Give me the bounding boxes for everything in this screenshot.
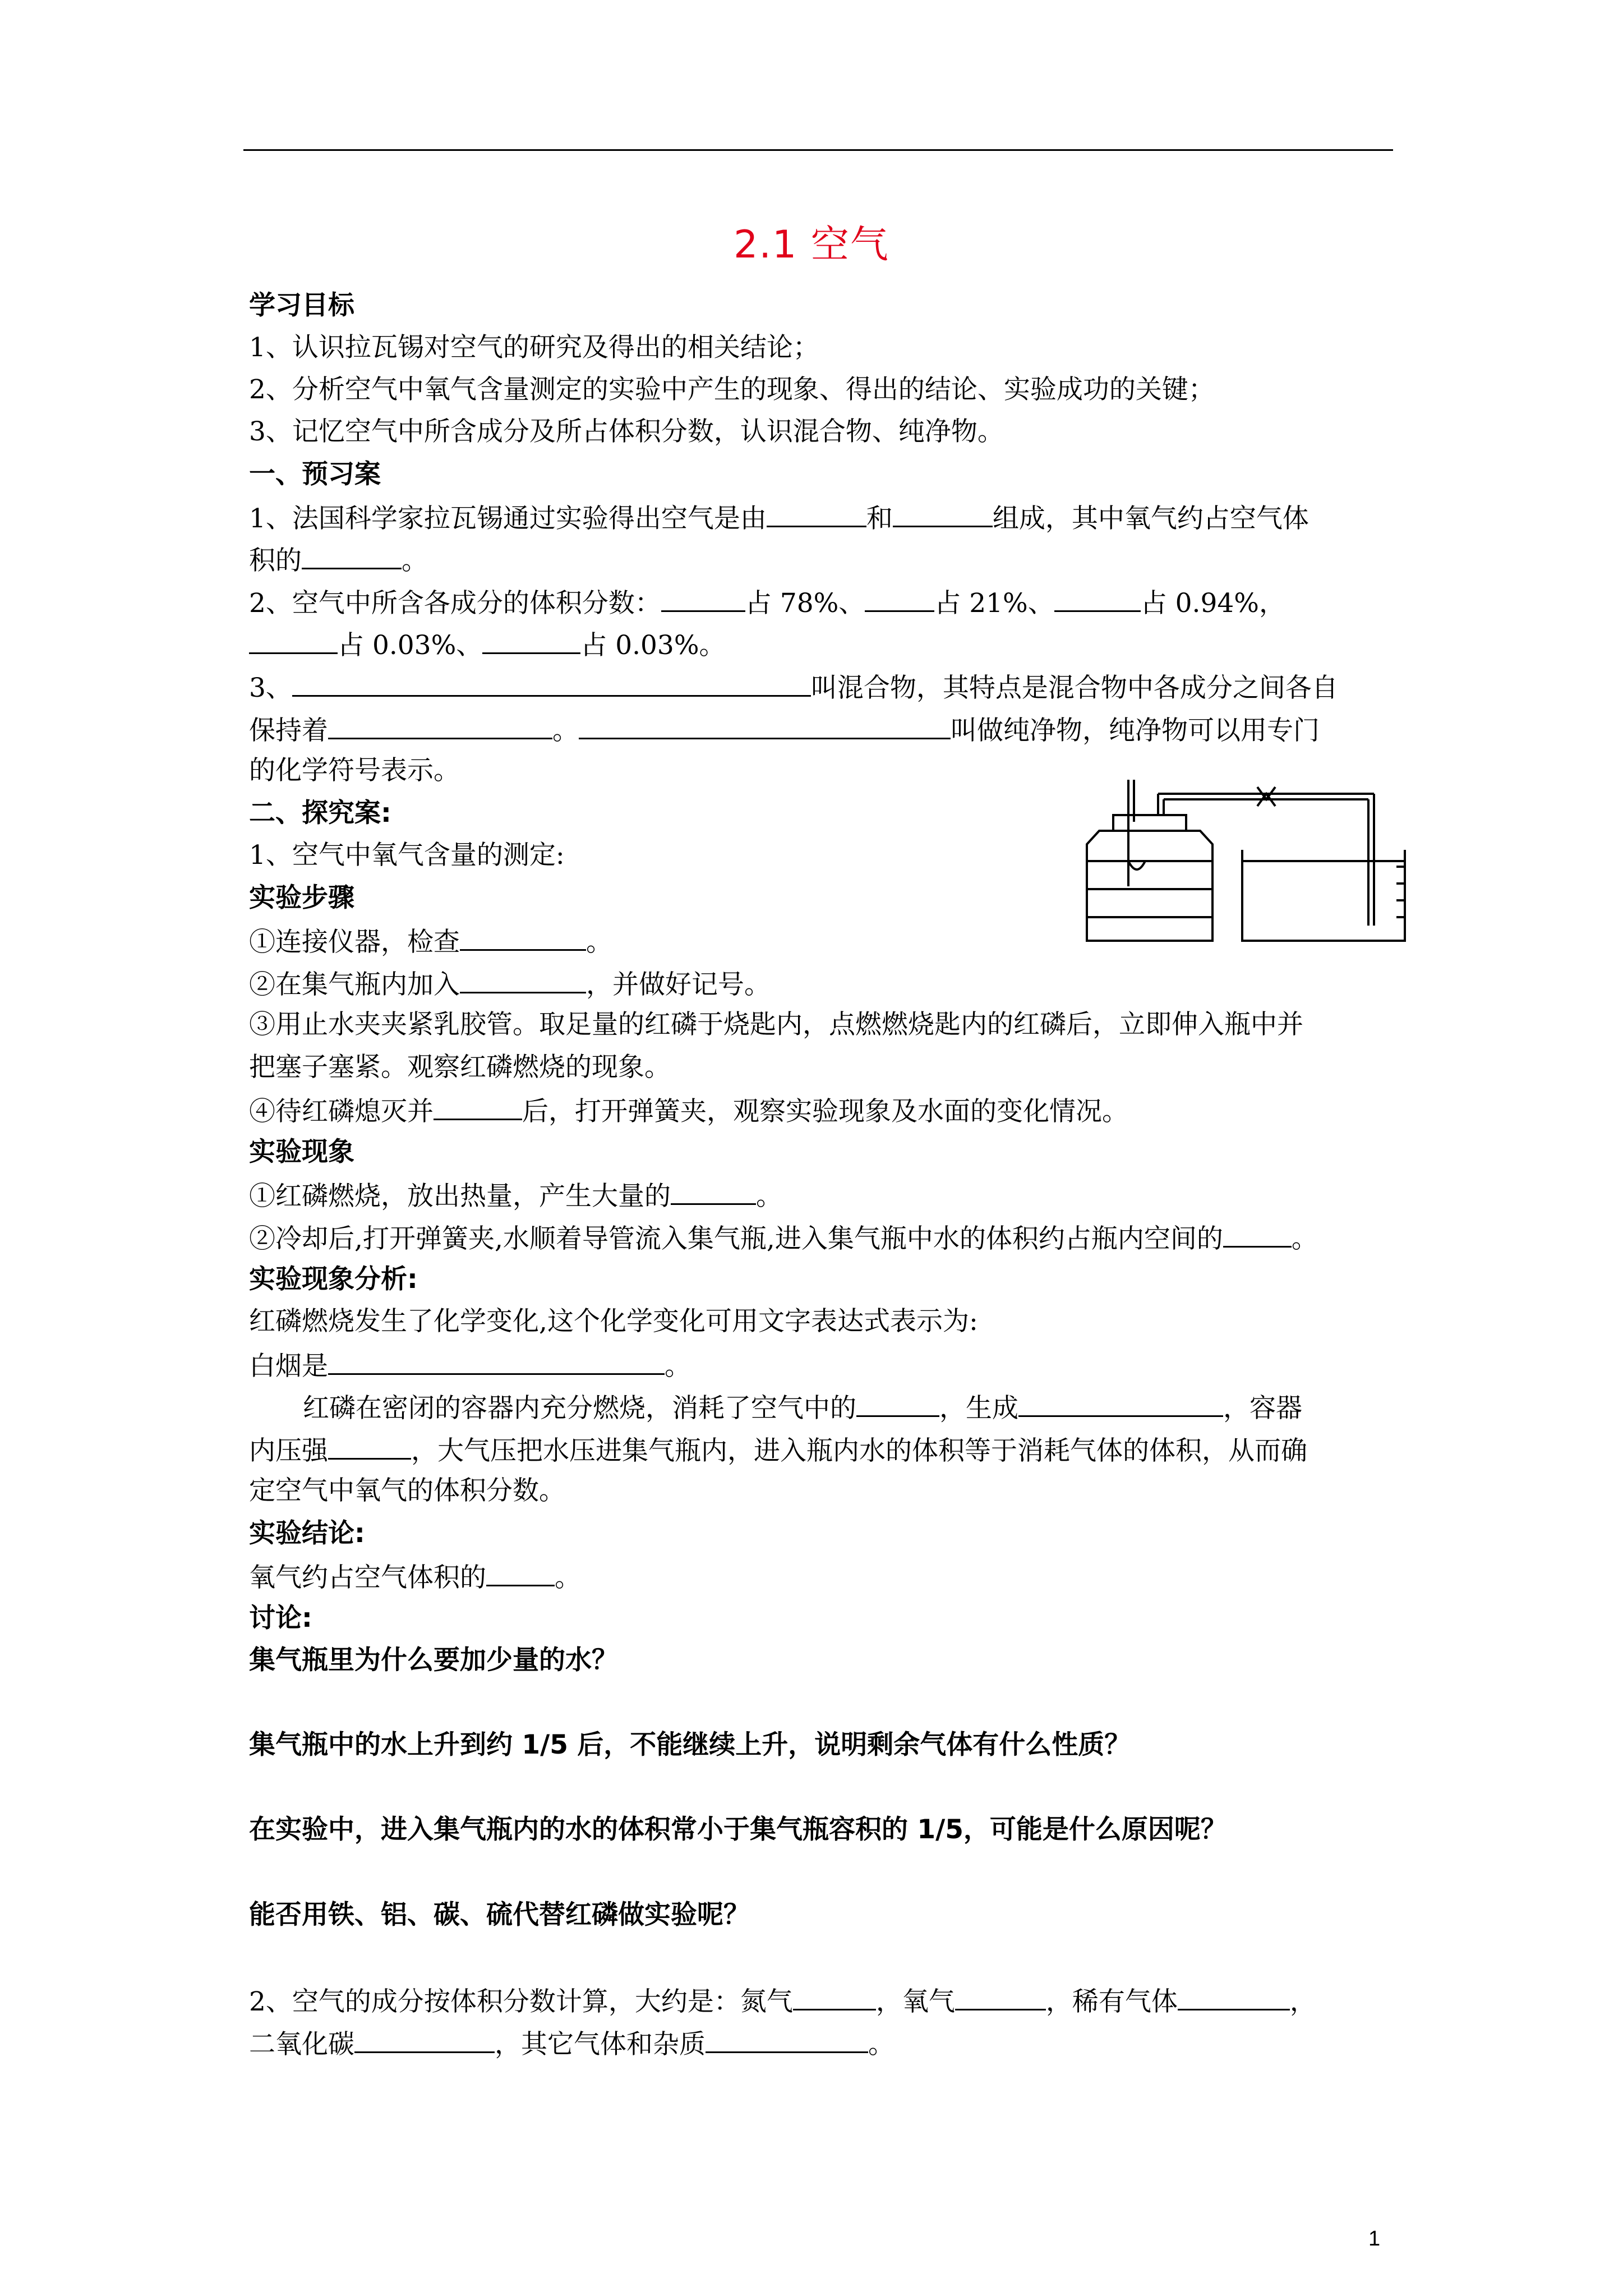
answer-blank[interactable] bbox=[856, 1389, 939, 1417]
objective-1: 1、认识拉瓦锡对空气的研究及得出的相关结论； bbox=[249, 332, 819, 363]
answer-blank[interactable] bbox=[1054, 585, 1141, 612]
analysis-paragraph-line2: 内压强 ，大气压把水压进集气瓶内，进入瓶内水的体积等于消耗气体的体积，从而确 bbox=[249, 1432, 1307, 1468]
answer-blank[interactable] bbox=[1178, 1983, 1290, 2010]
answer-blank[interactable] bbox=[706, 2026, 868, 2053]
answer-blank[interactable] bbox=[460, 923, 586, 951]
preview-q1-line2: 积的 。 bbox=[249, 542, 428, 578]
answer-blank[interactable] bbox=[482, 627, 580, 654]
answer-blank[interactable] bbox=[793, 1983, 876, 2010]
answer-blank[interactable] bbox=[354, 2026, 495, 2053]
answer-blank[interactable] bbox=[328, 712, 552, 739]
oxygen-measurement-apparatus-figure bbox=[1082, 777, 1464, 951]
answer-blank[interactable] bbox=[328, 1347, 665, 1375]
step-3-line1: ③用止水夹夹紧乳胶管。取足量的红磷于烧匙内，点燃燃烧匙内的红磷后，立即伸入瓶中并 bbox=[249, 1009, 1303, 1040]
answer-blank[interactable] bbox=[893, 500, 993, 527]
preview-q3-line1: 3、 叫混合物，其特点是混合物中各成分之间各自 bbox=[249, 669, 1338, 705]
objectives-heading: 学习目标 bbox=[249, 290, 354, 321]
answer-blank[interactable] bbox=[865, 585, 934, 612]
composition-question-line2: 二氧化碳 ，其它气体和杂质 。 bbox=[249, 2026, 895, 2062]
preview-q3-line3: 的化学符号表示。 bbox=[249, 755, 460, 786]
answer-blank[interactable] bbox=[671, 1177, 756, 1205]
header-rule bbox=[243, 149, 1393, 151]
discussion-question-1: 集气瓶里为什么要加少量的水？ bbox=[249, 1645, 618, 1676]
conclusion-line: 氧气约占空气体积的 。 bbox=[249, 1559, 581, 1595]
answer-blank[interactable] bbox=[302, 542, 402, 569]
answer-blank[interactable] bbox=[460, 966, 586, 993]
step-4: ④待红磷熄灭并 后，打开弹簧夹，观察实验现象及水面的变化情况。 bbox=[249, 1093, 1128, 1129]
inquiry-sub1: 1、空气中氧气含量的测定: bbox=[249, 840, 565, 871]
answer-blank[interactable] bbox=[1018, 1389, 1223, 1417]
analysis-line1: 红磷燃烧发生了化学变化,这个化学变化可用文字表达式表示为: bbox=[249, 1306, 978, 1337]
answer-blank[interactable] bbox=[486, 1559, 555, 1586]
discussion-heading: 讨论: bbox=[249, 1603, 312, 1634]
page-number: 1 bbox=[1368, 2227, 1381, 2251]
inquiry-heading: 二、探究案: bbox=[249, 798, 391, 829]
phenomenon-heading: 实验现象 bbox=[249, 1137, 354, 1167]
preview-q1-line1: 1、法国科学家拉瓦锡通过实验得出空气是由 和 组成，其中氧气约占空气体 bbox=[249, 500, 1309, 536]
step-1: ①连接仪器，检查 。 bbox=[249, 923, 612, 959]
steps-heading: 实验步骤 bbox=[249, 882, 354, 913]
preview-q2-line2: 占 0.03%、 占 0.03%。 bbox=[249, 627, 726, 662]
objective-3: 3、记忆空气中所含成分及所占体积分数，认识混合物、纯净物。 bbox=[249, 416, 1004, 447]
page-title: 2.1 空气 bbox=[734, 223, 889, 267]
analysis-paragraph-line3: 定空气中氧气的体积分数。 bbox=[249, 1475, 565, 1506]
phenomenon-2: ②冷却后,打开弹簧夹,水顺着导管流入集气瓶,进入集气瓶中水的体积约占瓶内空间的 。 bbox=[249, 1220, 1318, 1256]
answer-blank[interactable] bbox=[767, 500, 866, 527]
analysis-paragraph-line1: 红磷在密闭的容器内充分燃烧，消耗了空气中的 ，生成 ，容器 bbox=[303, 1389, 1302, 1425]
answer-blank[interactable] bbox=[579, 712, 951, 739]
composition-question-line1: 2、空气的成分按体积分数计算，大约是：氮气 ，氧气 ，稀有气体 ， bbox=[249, 1983, 1316, 2019]
step-2: ②在集气瓶内加入 ，并做好记号。 bbox=[249, 966, 771, 1002]
answer-blank[interactable] bbox=[661, 585, 745, 612]
conclusion-heading: 实验结论: bbox=[249, 1518, 365, 1549]
discussion-question-4: 能否用铁、铝、碳、硫代替红磷做实验呢？ bbox=[249, 1899, 750, 1930]
white-smoke-line: 白烟是 。 bbox=[249, 1347, 691, 1383]
step-3-line2: 把塞子塞紧。观察红磷燃烧的现象。 bbox=[249, 1052, 671, 1083]
analysis-heading: 实验现象分析: bbox=[249, 1264, 418, 1295]
preview-heading: 一、预习案 bbox=[249, 459, 381, 490]
answer-blank[interactable] bbox=[292, 669, 811, 697]
objective-2: 2、分析空气中氧气含量测定的实验中产生的现象、得出的结论、实验成功的关键； bbox=[249, 374, 1215, 405]
phenomenon-1: ①红磷燃烧，放出热量，产生大量的 。 bbox=[249, 1177, 782, 1213]
preview-q3-line2: 保持着 。 叫做纯净物，纯净物可以用专门 bbox=[249, 712, 1320, 748]
answer-blank[interactable] bbox=[1223, 1220, 1292, 1248]
answer-blank[interactable] bbox=[328, 1432, 411, 1460]
preview-q2-line1: 2、空气中所含各成分的体积分数： 占 78%、 占 21%、 占 0.94%， bbox=[249, 585, 1285, 620]
answer-blank[interactable] bbox=[249, 627, 338, 654]
discussion-question-2: 集气瓶中的水上升到约 1/5 后，不能继续上升，说明剩余气体有什么性质？ bbox=[249, 1729, 1131, 1760]
answer-blank[interactable] bbox=[955, 1983, 1046, 2010]
discussion-question-3: 在实验中，进入集气瓶内的水的体积常小于集气瓶容积的 1/5，可能是什么原因呢？ bbox=[249, 1814, 1227, 1845]
answer-blank[interactable] bbox=[434, 1093, 522, 1120]
